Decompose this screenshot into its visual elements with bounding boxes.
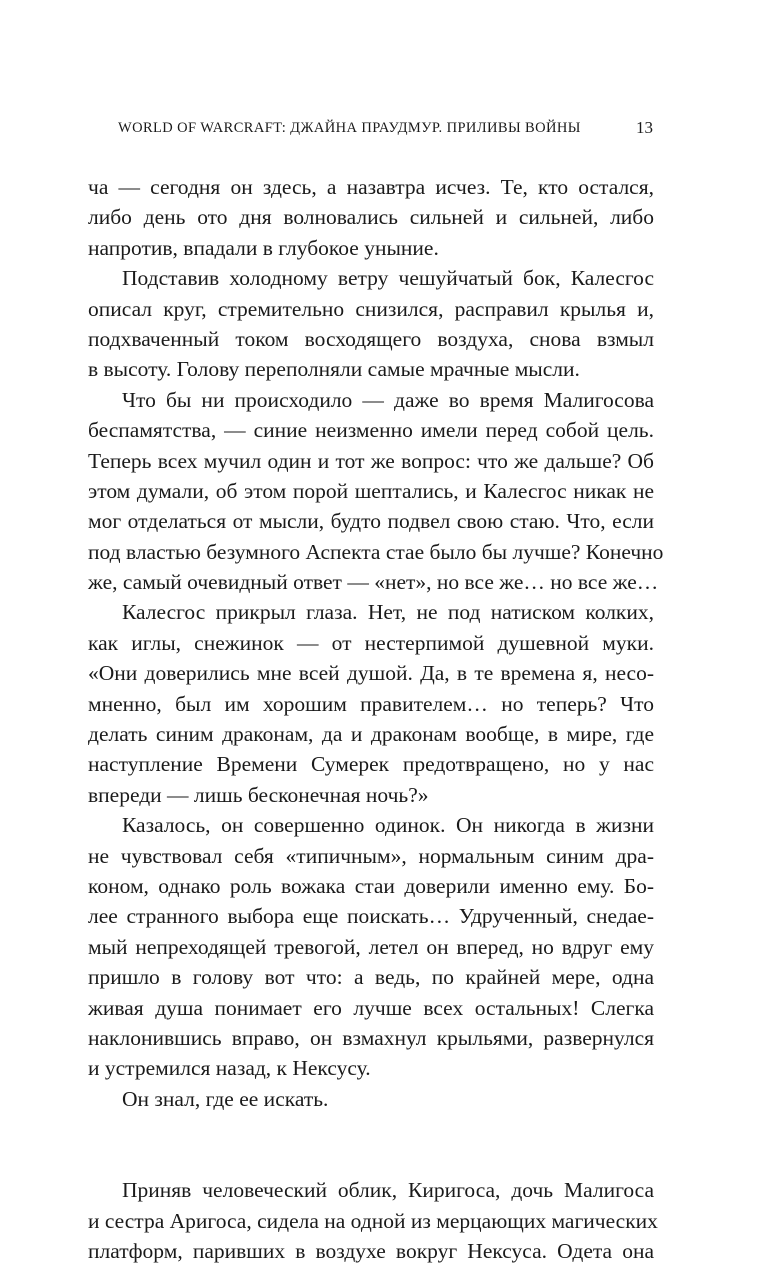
page-number: 13 [636, 118, 653, 137]
text-line: делать синим драконам, да и драконам вообще, в мире, где [88, 722, 654, 747]
text-line: наступление Времени Сумерек предотвращено, но у нас [88, 752, 654, 777]
text-line: же, самый очевидный ответ — «нет», но все же… но все же… [88, 570, 659, 595]
text-line: Приняв человеческий облик, Киригоса, дочь Малигоса [122, 1178, 654, 1203]
text-line: либо день ото дня волновались сильней и сильней, либо [88, 205, 654, 230]
text-line: Казалось, он совершенно одинок. Он никогда в жизни [122, 813, 654, 838]
text-line: и устремился назад, к Нексусу. [88, 1056, 371, 1081]
text-line: беспамятства, — синие неизменно имели перед собой цель. [88, 418, 654, 443]
text-line: пришло в голову вот что: а ведь, по крайней мере, одна [88, 965, 654, 990]
text-line: платформ, паривших в воздухе вокруг Нексуса. Одета она [88, 1238, 654, 1263]
text-line: этом думали, об этом порой шептались, и Калесгос никак не [88, 478, 654, 503]
text-line: лее странного выбора еще поискать… Удрученный, снедае- [88, 904, 654, 929]
text-line: Он знал, где ее искать. [122, 1086, 329, 1111]
text-line: не чувствовал себя «типичным», нормальным синим дра- [88, 843, 654, 868]
text-line: под властью безумного Аспекта стае было бы лучше? Конечно [88, 539, 664, 564]
text-line: «Они доверились мне всей душой. Да, в те времена я, несо- [88, 661, 654, 686]
text-line: наклонившись вправо, он взмахнул крыльями, развернулся [88, 1025, 654, 1050]
text-line: Теперь всех мучил один и тот же вопрос: что же дальше? Об [88, 448, 654, 473]
text-line: описал круг, стремительно снизился, расправил крылья и, [88, 296, 654, 321]
text-line: коном, однако роль вожака стаи доверили именно ему. Бо- [88, 873, 654, 898]
text-line: Калесгос прикрыл глаза. Нет, не под натиском колких, [122, 600, 654, 625]
text-line: и сестра Аригоса, сидела на одной из мерцающих магических [88, 1208, 658, 1233]
text-line: Подставив холодному ветру чешуйчатый бок, Калесгос [122, 266, 654, 291]
section-break [88, 1114, 654, 1175]
text-line: как иглы, снежинок — от нестерпимой душевной муки. [88, 630, 654, 655]
text-line: подхваченный током восходящего воздуха, снова взмыл [88, 326, 654, 351]
text-line: мненно, был им хорошим правителем… но теперь? Что [88, 691, 654, 716]
running-header [118, 116, 653, 140]
text-line: впереди — лишь бесконечная ночь?» [88, 782, 429, 807]
text-line: ча — сегодня он здесь, а назавтра исчез. Те, кто остался, [88, 175, 654, 199]
text-line: мый непреходящей тревогой, летел он вперед, но вдруг ему [88, 934, 654, 959]
text-line: в высоту. Голову переполняли самые мрачные мысли. [88, 357, 580, 382]
text-line: мог отделаться от мысли, будто подвел свою стаю. Что, если [88, 509, 654, 534]
text-line: напротив, впадали в глубокое уныние. [88, 235, 439, 260]
text-line: Что бы ни происходило — даже во время Малигосова [122, 387, 654, 412]
body-text [88, 172, 664, 1266]
book-title: WORLD OF WARCRAFT: ДЖАЙНА ПРАУДМУР. ПРИЛИВЫ ВОЙНЫ [118, 120, 581, 136]
text-line: живая душа понимает его лучше всех остальных! Слегка [88, 995, 654, 1020]
